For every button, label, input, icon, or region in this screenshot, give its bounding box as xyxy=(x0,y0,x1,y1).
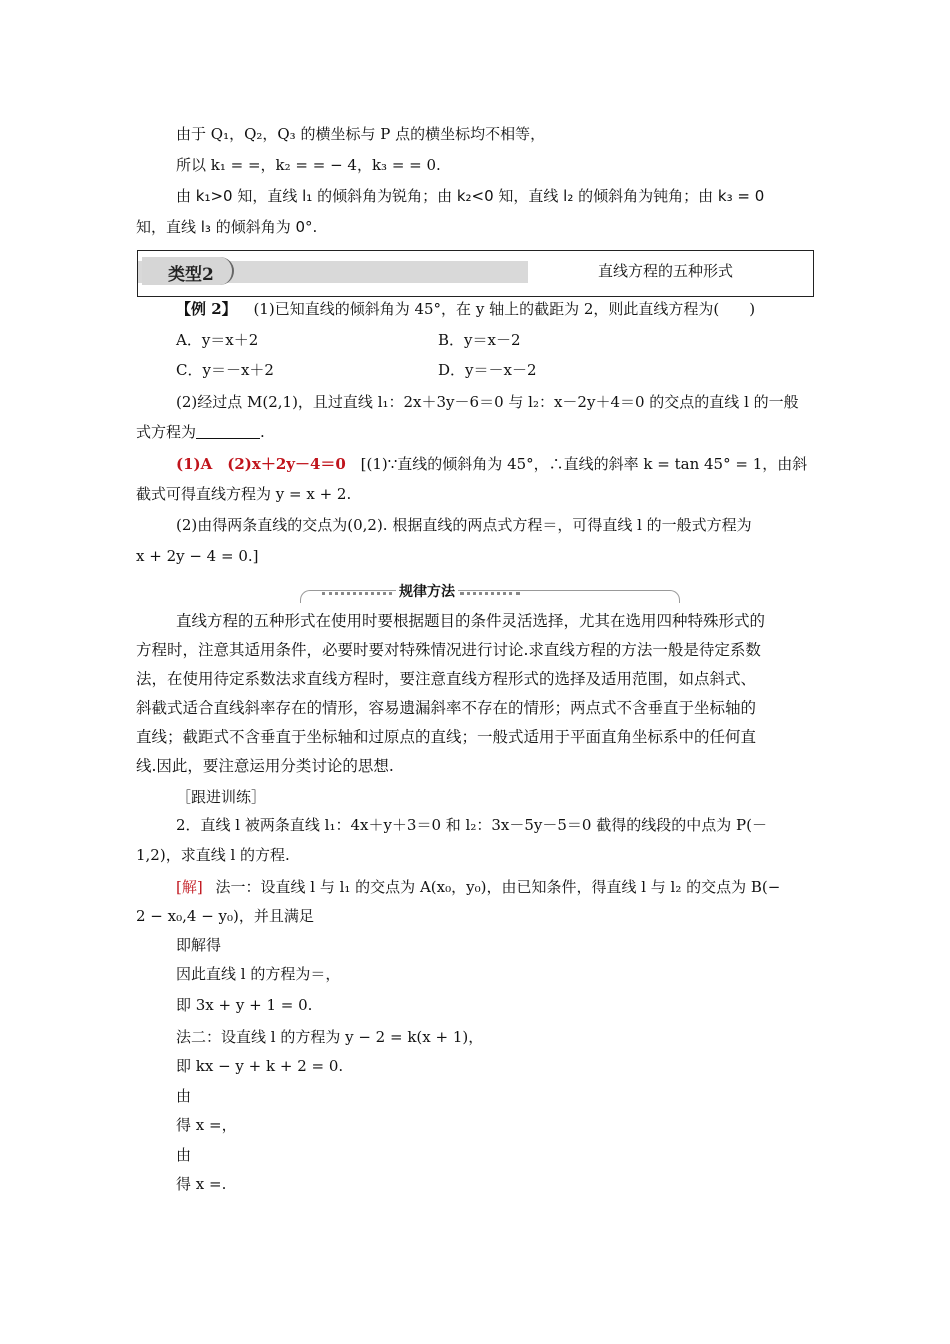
text-line: 即 3x + y + 1 = 0. xyxy=(176,996,313,1014)
option-a: A．y＝x＋2 xyxy=(176,331,259,349)
text-line: 由 xyxy=(176,1146,192,1164)
text-fragment: 式方程为 xyxy=(136,423,197,441)
banner-tab xyxy=(142,257,234,285)
text-line: 得 x =， xyxy=(176,1116,237,1134)
text-line: 所以 k₁ = =，k₂ = = − 4，k₃ = = 0. xyxy=(176,156,441,174)
text-line: 因此直线 l 的方程为＝， xyxy=(176,965,341,983)
answer-key: (1)A (2)x＋2y－4＝0 xyxy=(176,455,346,473)
example-question xyxy=(176,299,856,319)
answer-text: [(1)∵直线的倾斜角为 45°，∴直线的斜率 k = tan 45° = 1，由斜 xyxy=(360,455,808,473)
text-line: 得 x =. xyxy=(176,1175,227,1193)
text-line: 即解得 xyxy=(176,936,222,954)
text-line: 由 k₁>0 知，直线 l₁ 的倾斜角为锐角；由 k₂<0 知，直线 l₂ 的倾斜角为钝角；由 k₃ = 0 xyxy=(176,187,765,205)
text-line: (2)经过点 M(2,1)，且过直线 l₁：2x＋3y－6＝0 与 l₂：x－2y＋4＝0 的交点的直线 l 的一般 xyxy=(176,393,799,411)
method-ribbon xyxy=(300,580,680,604)
solution-text: 法一：设直线 l 与 l₁ 的交点为 A(x₀，y₀)，由已知条件，得直线 l 与 l₂ 的交点为 B(− xyxy=(215,878,781,896)
answer-blank xyxy=(196,424,260,439)
banner-tag: 类型2 xyxy=(168,265,214,285)
practice-question: 1,2)，求直线 l 的方程. xyxy=(136,846,290,864)
section-banner xyxy=(137,250,814,297)
text-line: 截式可得直线方程为 y = x + 2. xyxy=(136,485,352,503)
practice-heading: ［跟进训练］ xyxy=(176,788,267,806)
ribbon-title: 规律方法 xyxy=(396,581,458,601)
text-line: 即 kx − y + k + 2 = 0. xyxy=(176,1057,344,1075)
banner-title: 直线方程的五种形式 xyxy=(598,262,734,280)
method-text: 直线方程的五种形式在使用时要根据题目的条件灵活选择，尤其在选用四种特殊形式的 xyxy=(176,612,766,630)
text-line: 知，直线 l₃ 的倾斜角为 0°. xyxy=(136,218,318,236)
text-line: 由于 Q₁，Q₂，Q₃ 的横坐标与 P 点的横坐标均不相等， xyxy=(176,125,546,143)
text-line: (2)由得两条直线的交点为(0,2). 根据直线的两点式方程＝，可得直线 l 的一般式方程为 xyxy=(176,516,752,534)
option-c: C．y＝－x＋2 xyxy=(176,361,274,379)
solution-line xyxy=(176,877,856,897)
method-text: 法，在使用待定系数法求直线方程时，要注意直线方程形式的选择及适用范围，如点斜式、 xyxy=(136,670,757,688)
solution-tag: [解] xyxy=(176,878,203,896)
method-text: 斜截式适合直线斜率存在的情形，容易遗漏斜率不存在的情形；两点式不含垂直于坐标轴的 xyxy=(136,699,757,717)
method-text: 线.因此，要注意运用分类讨论的思想. xyxy=(136,757,394,775)
text-line: x + 2y − 4 = 0.] xyxy=(136,547,259,565)
example-label: 【例 2】 xyxy=(176,300,237,318)
option-d: D．y＝－x－2 xyxy=(438,361,537,379)
method-text: 方程时，注意其适用条件，必要时要对特殊情况进行讨论.求直线方程的方法一般是待定系数 xyxy=(136,641,761,659)
method-text: 直线；截距式不含垂直于坐标轴和过原点的直线；一般式适用于平面直角坐标系中的任何直 xyxy=(136,728,757,746)
ribbon-dots xyxy=(460,584,520,595)
ribbon-dots xyxy=(322,584,392,595)
text-line: 式方程为 . xyxy=(136,423,265,441)
answer-line xyxy=(176,454,856,474)
text-line: 2 − x₀,4 − y₀)，并且满足 xyxy=(136,907,314,925)
text-line: 由 xyxy=(176,1087,192,1105)
example-text: (1)已知直线的倾斜角为 45°，在 y 轴上的截距为 2，则此直线方程为( ) xyxy=(253,300,756,318)
option-b: B．y＝x－2 xyxy=(438,331,521,349)
practice-question: 2．直线 l 被两条直线 l₁：4x＋y＋3＝0 和 l₂：3x－5y－5＝0 截得的线段的中点为 P(－ xyxy=(176,816,767,834)
text-line: 法二：设直线 l 的方程为 y − 2 = k(x + 1)， xyxy=(176,1028,484,1046)
